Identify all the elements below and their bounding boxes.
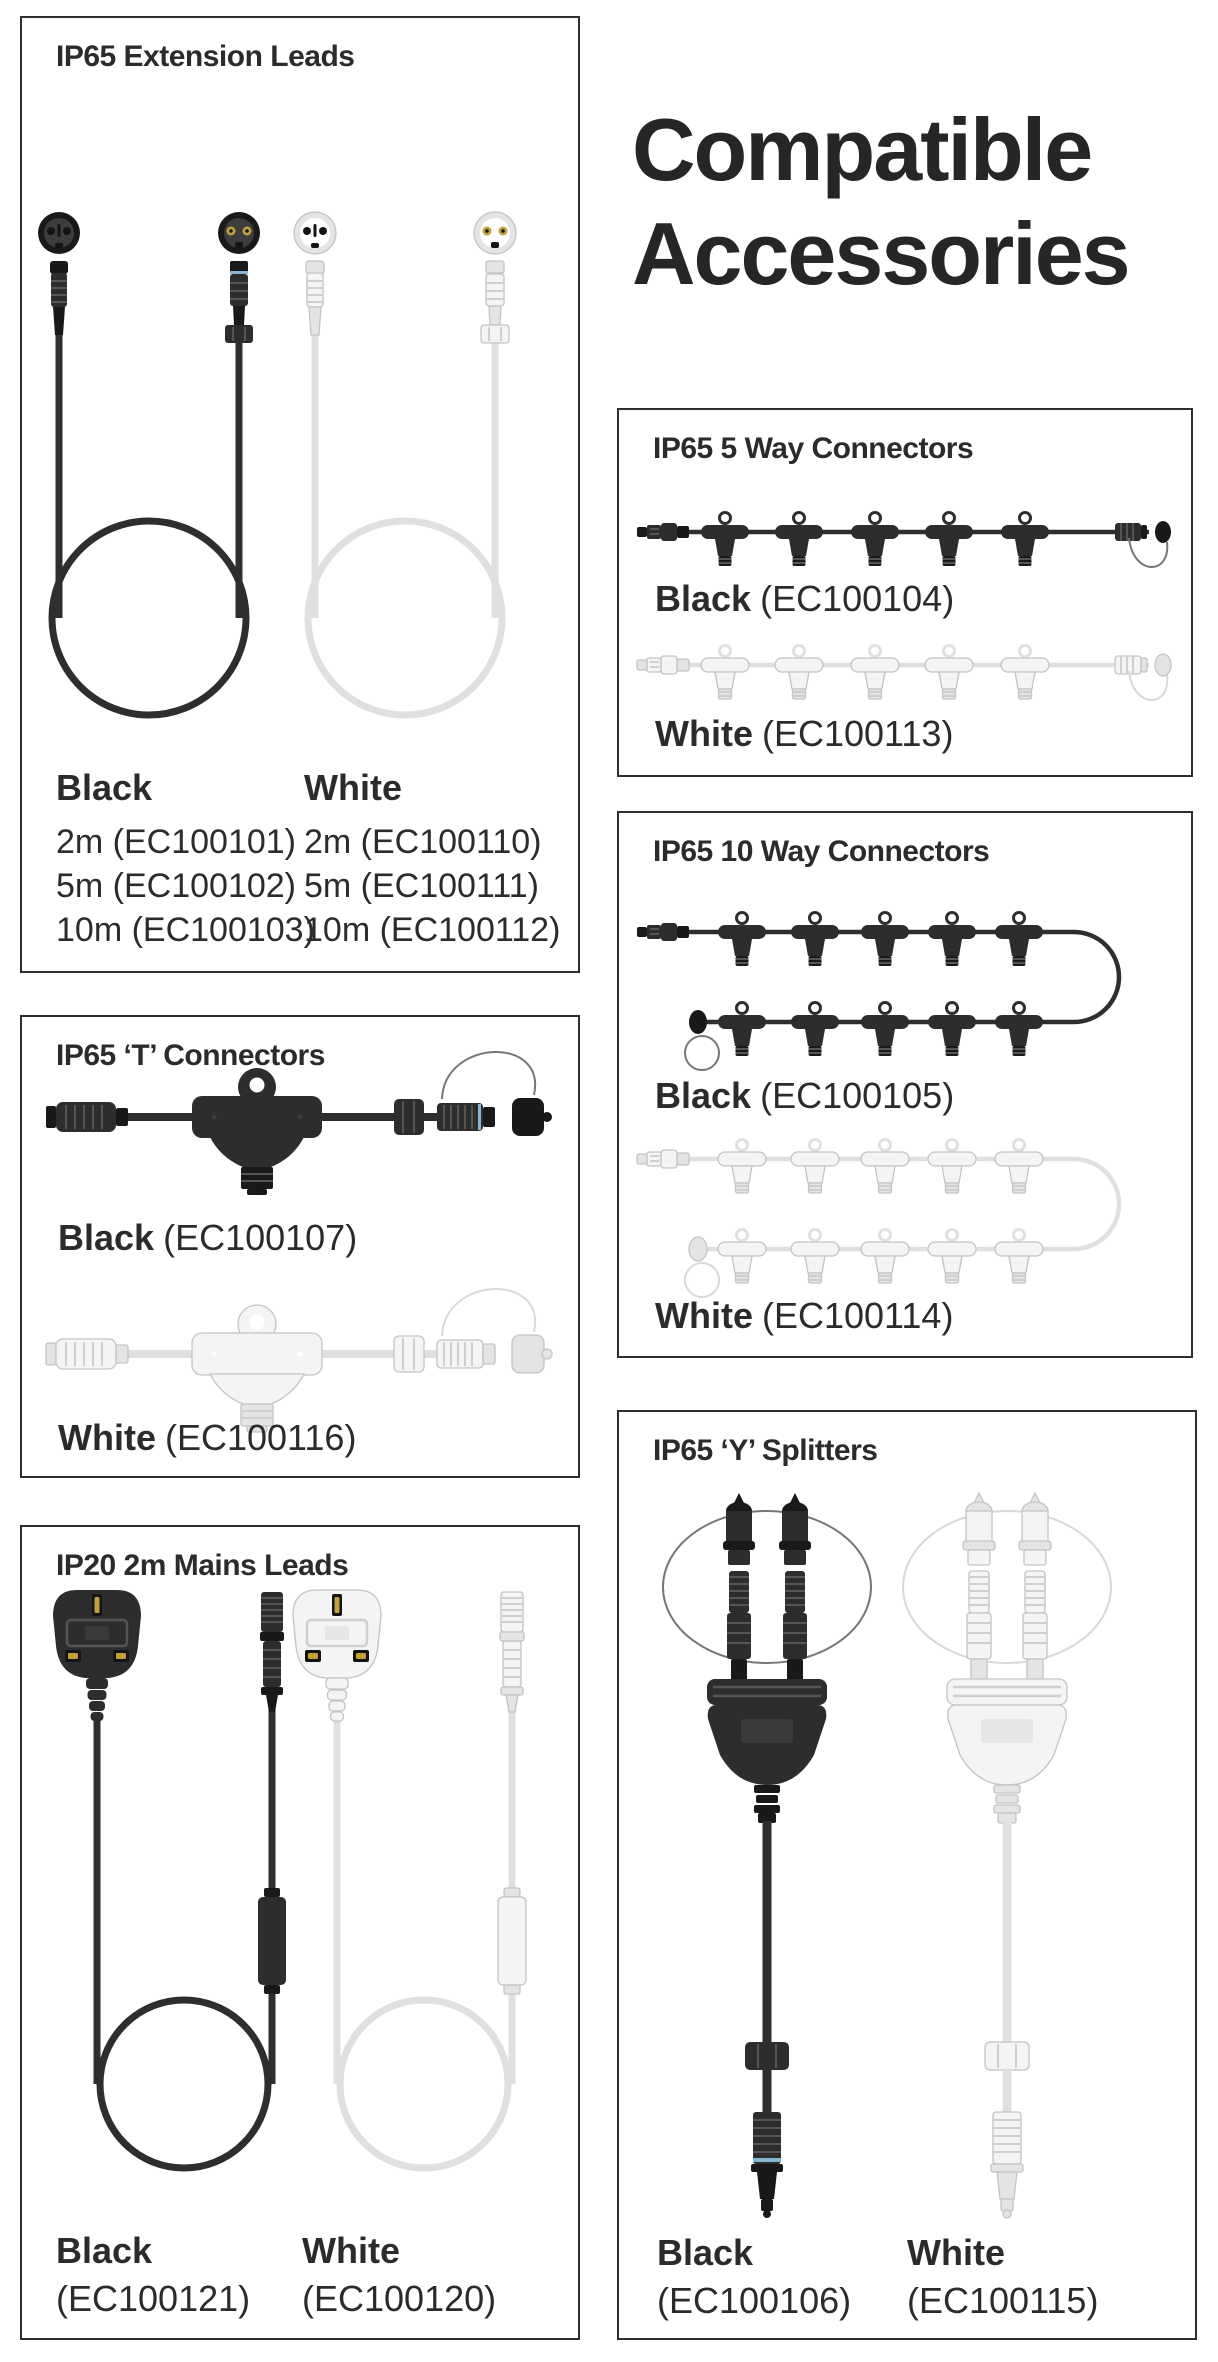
t-connector-white-illustration: [42, 1284, 562, 1434]
page-title-line2: Accessories: [632, 204, 1129, 303]
variant-label: [655, 1295, 953, 1337]
section-y-splitters: [617, 1410, 1197, 2340]
section-title: IP65 ‘Y’ Splitters: [653, 1434, 878, 1467]
variant-name: White: [655, 713, 753, 754]
variant-name: White: [655, 1295, 753, 1336]
section-title: IP20 2m Mains Leads: [56, 1549, 349, 1582]
variant-label: [655, 713, 953, 755]
y-splitters-illustration: [619, 1487, 1199, 2247]
t-connector-black-illustration: [42, 1047, 562, 1197]
variant-name: Black: [56, 2230, 153, 2271]
variant-name: Black: [655, 1075, 752, 1116]
product-code-item: 5m (EC100111): [304, 867, 539, 905]
extension-column-black: [56, 766, 315, 952]
section-title: IP65 Extension Leads: [56, 40, 355, 73]
variant-code: (EC100105): [760, 1075, 955, 1116]
extension-leads-illustration: [22, 113, 582, 773]
variant-name: White: [907, 2232, 1005, 2273]
section-mains-leads: [20, 1525, 580, 2340]
five-way-white-illustration: [644, 635, 1184, 720]
product-code-item: 2m (EC100110): [304, 823, 542, 861]
mains-label-black: [56, 2227, 250, 2323]
section-title: IP65 ‘T’ Connectors: [56, 1039, 325, 1072]
variant-code: (EC100113): [761, 713, 954, 754]
variant-code: (EC100115): [907, 2280, 1099, 2321]
page-title: [632, 98, 1212, 306]
section-ten-way-connectors: [617, 811, 1193, 1358]
variant-label: [58, 1217, 357, 1259]
variant-label: [655, 578, 954, 620]
variant-name: Black: [657, 2232, 754, 2273]
variant-code: (EC100116): [164, 1417, 357, 1458]
product-code-item: 10m (EC100103): [56, 911, 315, 949]
section-title: IP65 10 Way Connectors: [653, 835, 990, 868]
variant-name: Black: [655, 578, 752, 619]
variant-code: (EC100120): [302, 2278, 497, 2319]
mains-leads-illustration: [42, 1582, 562, 2202]
variant-code: (EC100104): [760, 578, 955, 619]
product-code-item: 5m (EC100102): [56, 867, 297, 905]
variant-code: (EC100121): [56, 2278, 251, 2319]
variant-name: Black: [56, 767, 153, 808]
section-extension-leads: [20, 16, 580, 973]
variant-name: Black: [58, 1217, 155, 1258]
variant-code: (EC100106): [657, 2280, 852, 2321]
section-five-way-connectors: [617, 408, 1193, 777]
section-t-connectors: [20, 1015, 580, 1478]
extension-column-white: [304, 766, 560, 952]
product-code-item: 2m (EC100101): [56, 823, 297, 861]
page-title-line1: Compatible: [632, 100, 1092, 199]
variant-label: [58, 1417, 356, 1459]
mains-label-white: [302, 2227, 496, 2323]
product-code-item: 10m (EC100112): [304, 911, 561, 949]
variant-name: White: [302, 2230, 400, 2271]
y-splitter-label-black: [657, 2229, 851, 2325]
y-splitter-label-white: [907, 2229, 1098, 2325]
variant-code: (EC100107): [163, 1217, 358, 1258]
variant-name: White: [304, 767, 402, 808]
section-title: IP65 5 Way Connectors: [653, 432, 974, 465]
five-way-black-illustration: [644, 502, 1184, 587]
variant-name: White: [58, 1417, 156, 1458]
variant-code: (EC100114): [761, 1295, 954, 1336]
